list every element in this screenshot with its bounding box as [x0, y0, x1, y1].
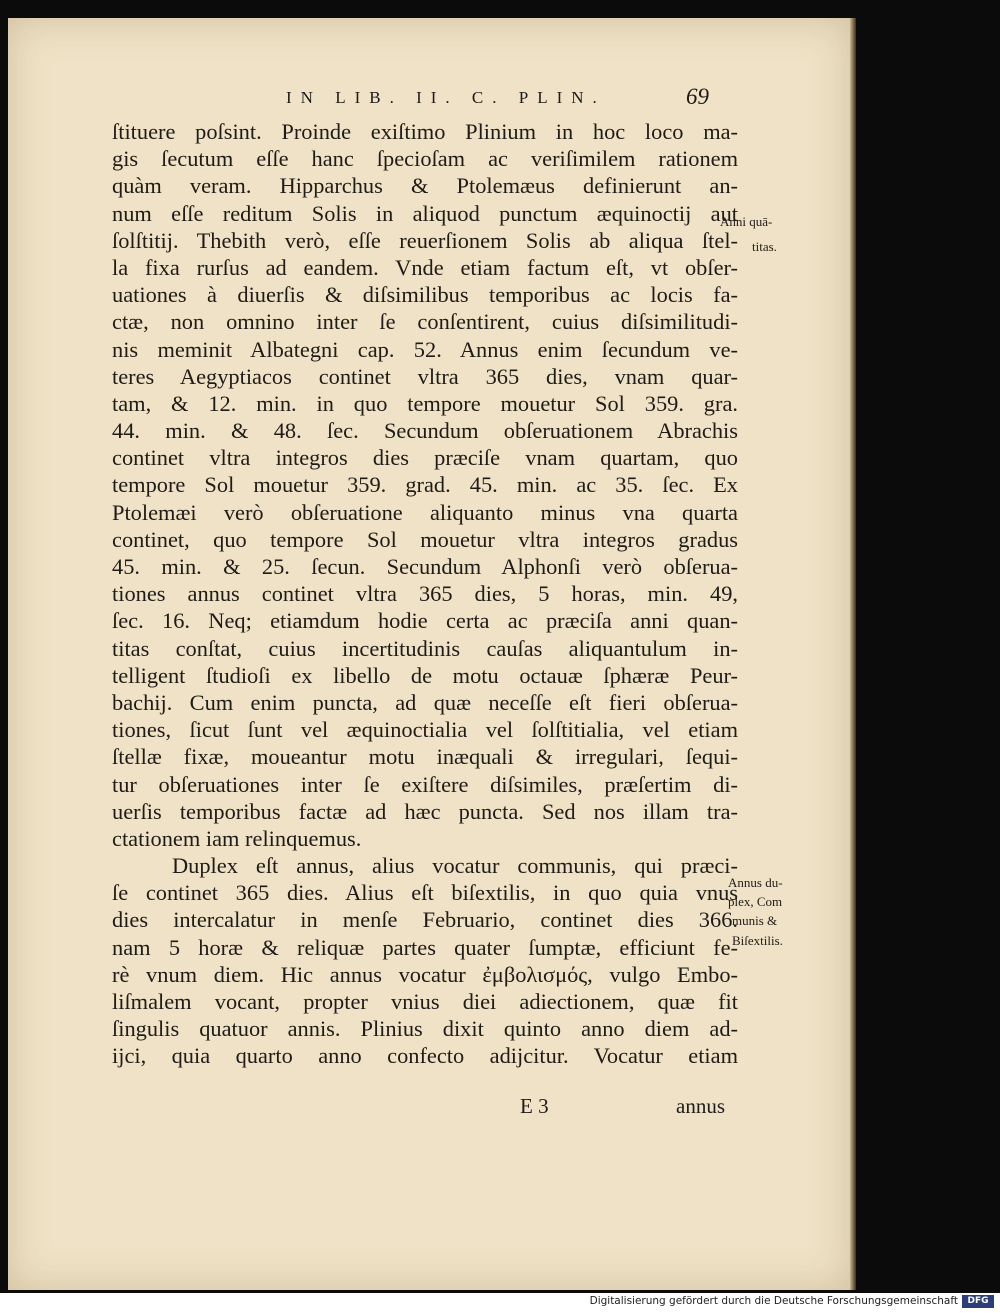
text-line: titas conſtat, cuius incertitudinis cauſas aliquantulum in-: [112, 635, 738, 661]
page-edge: [850, 18, 856, 1290]
footer-bar: [0, 1293, 1000, 1313]
text-line: nam 5 horæ & reliquæ partes quater ſumptæ, efficiunt fe-: [112, 934, 738, 960]
text-line: tur obſeruationes inter ſe exiſtere diſsimiles, præſertim di-: [112, 771, 738, 797]
text-line: continet vltra integros dies præciſe vnam quartam, quo: [112, 445, 738, 471]
text-line: ctæ, non omnino inter ſe conſentirent, cuius diſsimilitudi-: [112, 309, 738, 335]
catchword: annus: [676, 1094, 725, 1118]
text-line: Ptolemæi verò obſeruatione aliquanto minus vna quarta: [112, 499, 738, 525]
text-line: ctationem iam relinquemus.: [112, 825, 362, 851]
text-line: 44. min. & 48. ſec. Secundum obſeruationem Abrachis: [112, 418, 738, 444]
text-line: ijci, quia quarto anno confecto adijcitur. Vocatur etiam: [112, 1043, 738, 1069]
text-line: ſtellæ fixæ, moueantur motu inæquali & irregulari, ſequi-: [112, 744, 738, 770]
text-line: rè vnum diem. Hic annus vocatur ἐμβολισμός, vulgo Embo-: [112, 961, 738, 987]
page-number: 69: [686, 84, 709, 109]
text-line: ſingulis quatuor annis. Plinius dixit quinto anno diem ad-: [112, 1016, 738, 1042]
text-line: tiones annus continet vltra 365 dies, 5 horas, min. 49,: [112, 581, 738, 607]
text-line: Duplex eſt annus, alius vocatur communis, qui præci-: [172, 853, 738, 879]
text-line: dies intercalatur in menſe Februario, continet dies 366.: [112, 907, 738, 933]
marginal-note-line: Anni quā-: [720, 214, 773, 229]
text-line: quàm veram. Hipparchus & Ptolemæus definierunt an-: [112, 173, 738, 199]
text-line: nis meminit Albategni cap. 52. Annus enim ſecundum ve-: [112, 336, 738, 362]
text-line: telligent ſtudioſi ex libello de motu octauæ ſphæræ Peur-: [112, 662, 738, 688]
text-line: tempore Sol mouetur 359. grad. 45. min. ac 35. ſec. Ex: [112, 472, 738, 498]
text-line: ſtituere poſsint. Proinde exiſtimo Plinium in hoc loco ma-: [112, 119, 738, 144]
marginal-note-line: plex, Com: [728, 894, 783, 909]
marginal-note-line: Annus du-: [728, 875, 783, 890]
text-line: uationes à diuerſis & diſsimilibus temporibus ac locis fa-: [112, 282, 738, 308]
text-line: uerſis temporibus factæ ad hæc puncta. Sed nos illam tra-: [112, 798, 738, 824]
text-line: ſe continet 365 dies. Alius eſt biſextilis, in quo quia vnus: [112, 880, 738, 906]
signature-mark: E 3: [520, 1094, 549, 1118]
marginal-note-line: Biſextilis.: [732, 933, 783, 948]
text-line: num eſſe reditum Solis in aliquod punctum æquinoctij aut: [112, 200, 738, 226]
text-line: ſec. 16. Neq; etiamdum hodie certa ac præciſa anni quan-: [112, 608, 738, 634]
dfg-logo: DFG: [962, 1295, 994, 1308]
text-line: continet, quo tempore Sol mouetur vltra integros gradus: [112, 526, 738, 552]
text-line: bachij. Cum enim puncta, ad quæ neceſſe eſt fieri obſerua-: [112, 689, 738, 715]
text-line: tam, & 12. min. in quo tempore mouetur Sol 359. gra.: [112, 390, 738, 416]
text-line: 45. min. & 25. ſecun. Secundum Alphonſi verò obſerua-: [112, 554, 738, 579]
text-line: la fixa rurſus ad eandem. Vnde etiam factum eſt, vt obſer-: [112, 254, 738, 280]
running-head: IN LIB. II. C. PLIN.: [286, 88, 606, 107]
text-line: gis ſecutum eſſe hanc ſpecioſam ac veriſimilem rationem: [112, 146, 738, 172]
text-line: ſolſtitij. Thebith verò, eſſe reuerſionem Solis ab aliqua ſtel-: [112, 227, 738, 253]
body-text: [112, 118, 738, 1070]
text-line: tiones, ſicut ſunt vel æquinoctialia vel ſolſtitialia, vel etiam: [112, 717, 738, 743]
marginal-note-line: munis &: [732, 913, 778, 928]
text-line: liſmalem vocant, propter vnius diei adiectionem, quæ fit: [112, 989, 738, 1014]
text-line: teres Aegyptiacos continet vltra 365 dies, vnam quar-: [112, 363, 738, 389]
footer-credit: Digitalisierung gefördert durch die Deutsche Forschungsgemeinschaft: [589, 1295, 958, 1307]
marginal-note-line: titas.: [752, 239, 777, 254]
